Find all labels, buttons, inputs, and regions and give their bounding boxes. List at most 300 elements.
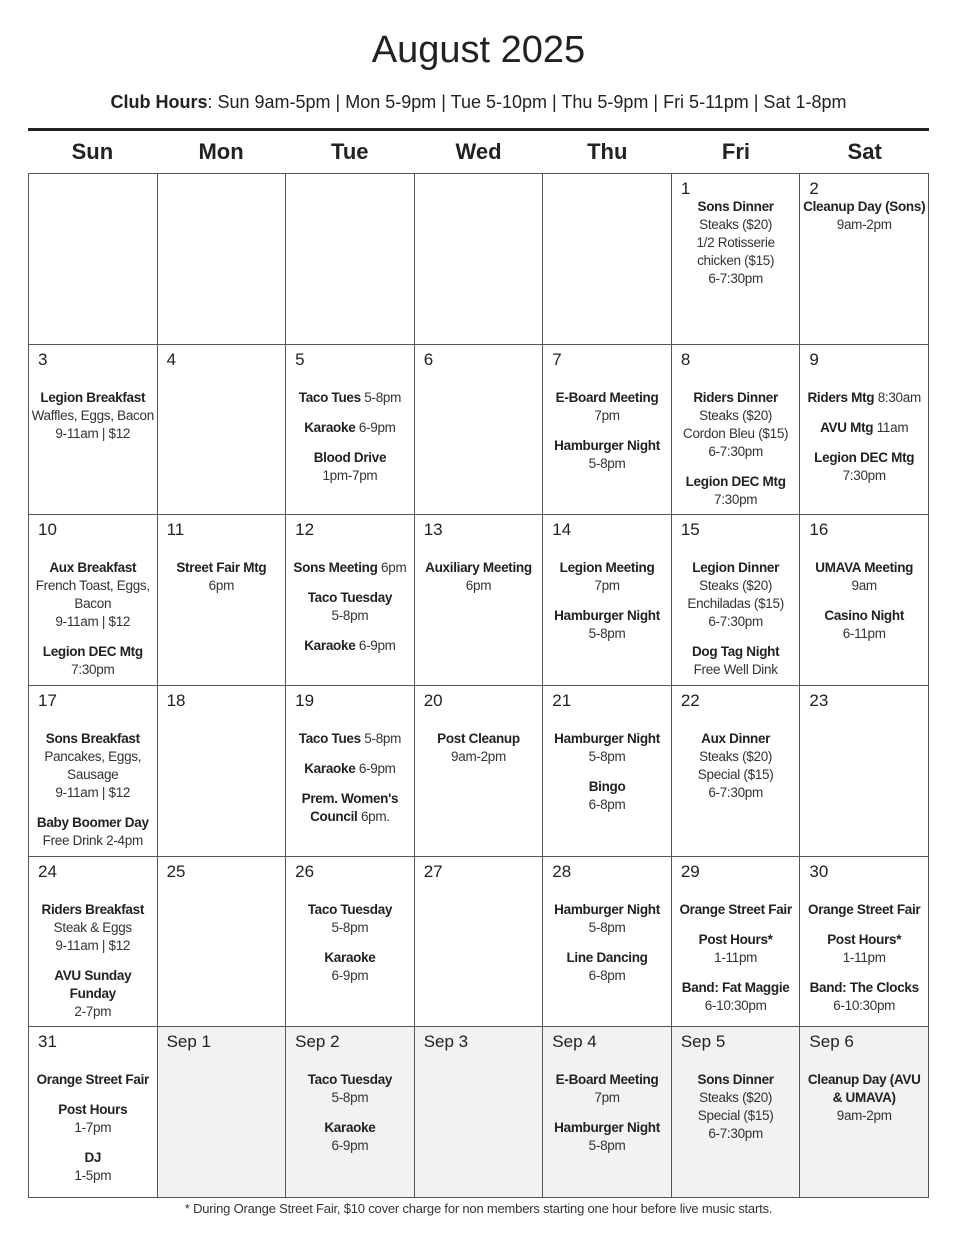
event-detail: 1-11pm — [842, 949, 886, 965]
event-title: AVU Sunday Funday — [54, 967, 132, 1001]
event — [674, 901, 798, 919]
event-detail: 5-8pm — [331, 1090, 369, 1106]
event-heading — [545, 1119, 669, 1137]
day-cell — [800, 515, 929, 686]
event-heading — [545, 437, 669, 455]
event-detail: 5-8pm — [588, 919, 626, 935]
event-detail: Special ($15) — [697, 1108, 774, 1124]
event-detail: 9am — [851, 578, 877, 594]
event-title: Orange Street Fair — [679, 901, 792, 917]
day-events — [545, 901, 669, 997]
day-events — [802, 389, 926, 497]
event — [31, 901, 155, 955]
event-heading — [288, 760, 412, 778]
day-number: 7 — [552, 349, 562, 369]
day-cell — [286, 1027, 415, 1198]
event — [288, 1071, 412, 1107]
event-title: Auxiliary Meeting — [425, 560, 532, 576]
event-title: Legion DEC Mtg — [42, 644, 143, 660]
event-title: Hamburger Night — [554, 731, 660, 746]
event-detail: 9-11am | $12 — [55, 425, 131, 441]
day-cell — [286, 345, 415, 516]
event-heading — [802, 198, 926, 216]
day-number: 23 — [809, 691, 829, 710]
event — [31, 559, 155, 631]
day-number: 2 — [809, 179, 819, 198]
event — [288, 419, 412, 437]
day-events — [160, 559, 284, 607]
event-title: Taco Tuesday — [307, 901, 393, 917]
event-heading — [288, 901, 412, 919]
event-detail: 6-11pm — [842, 626, 886, 642]
event-title: E-Board Meeting — [555, 389, 659, 405]
day-events — [288, 389, 412, 497]
event-detail: 9am-2pm — [836, 217, 892, 232]
day-number: 3 — [38, 349, 48, 369]
weekday-tue: Tue — [331, 139, 369, 164]
event-detail: 7pm — [594, 407, 620, 423]
event — [288, 637, 412, 655]
event-title: Post Hours* — [827, 931, 902, 947]
event — [545, 389, 669, 425]
club-hours-label: Club Hours — [110, 92, 208, 112]
day-number: 19 — [295, 691, 315, 710]
day-number: 8 — [680, 349, 691, 369]
event-heading — [31, 1101, 155, 1119]
event-heading — [674, 643, 798, 661]
day-events — [674, 198, 798, 300]
day-cell — [672, 174, 801, 345]
event-heading — [802, 449, 926, 467]
weekday-sat: Sat — [847, 139, 882, 164]
event-title: Sons Meeting — [293, 560, 378, 576]
event-detail: French Toast, Eggs, Bacon — [35, 578, 150, 612]
event-heading — [31, 389, 155, 407]
day-number: 9 — [809, 349, 819, 369]
day-number: 21 — [552, 691, 572, 710]
event-title: Karaoke — [324, 949, 376, 965]
day-cell — [286, 857, 415, 1028]
event-title: AVU Mtg — [820, 419, 874, 435]
event-title: Legion DEC Mtg — [814, 449, 915, 465]
event-heading — [288, 637, 412, 655]
event-title: Legion DEC Mtg — [685, 473, 786, 489]
event-title: Riders Mtg — [807, 389, 875, 405]
event-time: 6-9pm — [358, 761, 396, 776]
event-title: Karaoke — [304, 761, 356, 776]
event-detail: Free Drink 2-4pm — [42, 833, 143, 848]
day-number: 25 — [166, 861, 186, 881]
day-events — [802, 901, 926, 1027]
event-heading — [288, 389, 412, 407]
event-title: DJ — [84, 1150, 102, 1166]
event — [674, 979, 798, 1015]
event-title: Band: The Clocks — [809, 979, 919, 995]
day-number: 29 — [680, 861, 700, 881]
event-detail: Steaks ($20) — [699, 1090, 773, 1106]
event — [288, 901, 412, 937]
day-events — [545, 559, 669, 655]
day-events — [545, 389, 669, 485]
event-heading — [31, 901, 155, 919]
event-detail: Waffles, Eggs, Bacon — [31, 407, 154, 423]
event-detail: 6pm — [208, 578, 235, 594]
day-number: Sep 6 — [809, 1032, 854, 1052]
event-time: 6-9pm — [358, 638, 396, 654]
event-detail: 5-8pm — [588, 1138, 626, 1154]
event — [545, 730, 669, 766]
event-title: Taco Tuesday — [307, 1072, 393, 1088]
event-time: 6-9pm — [358, 419, 396, 435]
event-title: Sons Breakfast — [45, 731, 140, 746]
event-title: Orange Street Fair — [36, 1072, 149, 1088]
event-heading — [674, 931, 798, 949]
day-cell — [543, 515, 672, 686]
day-cell — [543, 1027, 672, 1198]
weekday-wed: Wed — [455, 139, 502, 164]
event — [674, 730, 798, 802]
day-number: 22 — [680, 691, 700, 710]
event-detail: 5-8pm — [588, 626, 626, 642]
event-detail: 9-11am | $12 — [55, 937, 131, 953]
event-heading — [802, 389, 926, 407]
event-detail: 9-11am | $12 — [55, 614, 131, 630]
day-cell — [415, 1027, 544, 1198]
day-number: 13 — [423, 520, 443, 540]
event — [802, 559, 926, 595]
day-cell — [672, 686, 801, 857]
day-number: 16 — [809, 520, 829, 540]
event-time: 11am — [876, 419, 909, 435]
event-detail: 5-8pm — [588, 749, 626, 764]
event-detail: 1-7pm — [74, 1120, 112, 1136]
day-number: 11 — [166, 520, 185, 540]
day-events — [417, 730, 541, 778]
day-events — [545, 1071, 669, 1167]
day-number: Sep 1 — [166, 1032, 211, 1052]
event-heading — [31, 730, 155, 748]
event-detail: 6-8pm — [588, 797, 626, 812]
event — [288, 1119, 412, 1155]
day-cell — [800, 857, 929, 1028]
event-detail: 6-7:30pm — [708, 271, 763, 286]
day-number: 4 — [166, 349, 177, 369]
event — [417, 730, 541, 766]
event-detail: 1-5pm — [74, 1168, 112, 1184]
weekday-header — [28, 136, 929, 170]
day-events — [31, 1071, 155, 1197]
day-number: Sep 4 — [552, 1032, 597, 1052]
day-number: Sep 2 — [295, 1032, 340, 1052]
event — [674, 643, 798, 679]
event-title: Baby Boomer Day — [36, 815, 149, 830]
day-events — [802, 1071, 926, 1137]
event-detail: 7pm — [594, 1090, 620, 1106]
day-cell — [158, 515, 287, 686]
event-title: Karaoke — [304, 419, 356, 435]
header-rule — [28, 128, 929, 131]
event-title: Taco Tues — [298, 731, 361, 746]
event — [674, 473, 798, 509]
event — [545, 949, 669, 985]
event-title: Post Hours* — [698, 931, 773, 947]
event-heading — [802, 931, 926, 949]
day-number: 17 — [38, 691, 57, 710]
day-cell — [415, 345, 544, 516]
day-cell — [415, 857, 544, 1028]
event — [31, 643, 155, 679]
day-number: 28 — [552, 861, 572, 881]
day-events — [674, 559, 798, 686]
event-detail: 9am-2pm — [451, 749, 506, 764]
day-cell — [158, 345, 287, 516]
event — [31, 967, 155, 1021]
day-cell — [672, 1027, 801, 1198]
event-title: Legion Breakfast — [40, 389, 146, 405]
event-detail: 6-9pm — [331, 967, 369, 983]
event-title: Post Hours — [58, 1102, 128, 1118]
event — [802, 419, 926, 437]
event-title: Bingo — [588, 779, 626, 794]
event-title: Sons Dinner — [697, 1072, 774, 1088]
event-heading — [674, 979, 798, 997]
event-title: Prem. Women's Council — [301, 791, 399, 824]
day-cell — [672, 857, 801, 1028]
day-cell — [29, 857, 158, 1028]
event-heading — [802, 607, 926, 625]
day-number: 1 — [680, 179, 691, 198]
event-title: Hamburger Night — [554, 437, 660, 453]
day-cell — [158, 174, 287, 345]
event — [31, 730, 155, 802]
day-cell — [800, 1027, 929, 1198]
day-number: 18 — [166, 691, 186, 710]
day-cell — [543, 345, 672, 516]
day-number: 10 — [38, 520, 57, 540]
day-events — [674, 1071, 798, 1155]
day-cell — [29, 174, 158, 345]
event — [802, 449, 926, 485]
event-heading — [545, 389, 669, 407]
day-events — [674, 901, 798, 1027]
day-number: Sep 5 — [680, 1032, 726, 1052]
event — [31, 1071, 155, 1089]
event-heading — [674, 198, 798, 216]
event-title: Casino Night — [824, 608, 905, 624]
event-heading — [545, 607, 669, 625]
event-title: Blood Drive — [313, 449, 387, 465]
event-detail: Pancakes, Eggs, Sausage — [44, 749, 142, 782]
event — [674, 198, 798, 288]
event-title: Karaoke — [324, 1120, 376, 1136]
event-heading — [674, 1071, 798, 1089]
event — [674, 1071, 798, 1143]
event-time: 5-8pm — [364, 389, 402, 405]
day-cell — [158, 686, 287, 857]
day-events — [31, 389, 155, 455]
event — [545, 1071, 669, 1107]
event — [545, 901, 669, 937]
day-cell — [29, 1027, 158, 1198]
day-cell — [29, 515, 158, 686]
event-title: Hamburger Night — [554, 608, 660, 624]
event-detail: 6-10:30pm — [833, 997, 896, 1013]
event — [545, 1119, 669, 1155]
event — [31, 1101, 155, 1137]
day-events — [802, 198, 926, 246]
event-heading — [545, 730, 669, 748]
event-heading — [545, 949, 669, 967]
event — [802, 198, 926, 234]
event — [417, 559, 541, 595]
event-heading — [545, 559, 669, 577]
day-cell — [286, 515, 415, 686]
day-number: 26 — [295, 861, 315, 881]
event — [31, 1149, 155, 1185]
day-number: 31 — [38, 1032, 57, 1052]
event-title: Aux Breakfast — [49, 560, 137, 576]
event-title: Taco Tues — [298, 389, 361, 405]
day-cell — [415, 515, 544, 686]
event-detail: 6-9pm — [331, 1138, 369, 1154]
event-detail: 7:30pm — [71, 662, 115, 678]
event-title: Sons Dinner — [697, 199, 774, 214]
day-events — [417, 559, 541, 607]
event-title: Aux Dinner — [701, 731, 771, 746]
event-detail: 1-11pm — [714, 949, 758, 965]
day-number: 30 — [809, 861, 829, 881]
event-heading — [802, 559, 926, 577]
event-title: Riders Breakfast — [41, 901, 145, 917]
event — [545, 559, 669, 595]
day-number: 24 — [38, 861, 57, 881]
event — [674, 931, 798, 967]
event-heading — [288, 589, 412, 607]
weekday-fri: Fri — [721, 139, 751, 164]
event-time: 6pm — [381, 560, 407, 576]
day-number: 27 — [423, 861, 443, 881]
event-title: Legion Dinner — [692, 560, 780, 576]
event-detail: 6-8pm — [588, 967, 626, 983]
event — [288, 449, 412, 485]
event-title: Hamburger Night — [554, 1120, 660, 1136]
day-events — [674, 730, 798, 814]
event-detail: 6-7:30pm — [708, 1126, 763, 1142]
event-heading — [288, 790, 412, 826]
event-heading — [31, 1149, 155, 1167]
event-detail: 7pm — [594, 578, 620, 594]
day-events — [288, 1071, 412, 1167]
day-cell — [158, 1027, 287, 1198]
event-heading — [31, 814, 155, 832]
event-time: 5-8pm — [364, 731, 402, 746]
weekday-sun: Sun — [71, 139, 114, 164]
day-number: 12 — [295, 520, 315, 540]
event-detail: 7:30pm — [714, 491, 758, 507]
event-heading — [674, 389, 798, 407]
event-detail: 2-7pm — [74, 1003, 112, 1019]
weekday-thu: Thu — [587, 139, 628, 164]
event-detail: 6-10:30pm — [704, 997, 767, 1013]
event-detail: 5-8pm — [331, 919, 369, 935]
club-hours-text: : Sun 9am-5pm | Mon 5-9pm | Tue 5-10pm | Thu 5-9pm | Fri 5-11pm | Sat 1-8pm — [207, 92, 847, 112]
event-heading — [674, 730, 798, 748]
event-detail: Steaks ($20) — [699, 407, 773, 423]
day-cell — [286, 686, 415, 857]
day-cell — [543, 686, 672, 857]
event-title: Riders Dinner — [693, 389, 778, 405]
event-detail: 9am-2pm — [836, 1108, 892, 1124]
event — [802, 607, 926, 643]
event-title: Post Cleanup — [437, 731, 520, 746]
day-cell — [672, 515, 801, 686]
day-number: 5 — [295, 349, 305, 369]
event-heading — [545, 1071, 669, 1089]
footnote: * During Orange Street Fair, $10 cover charge for non members starting one hour before live music starts. — [184, 1201, 773, 1216]
event-heading — [288, 1119, 412, 1137]
event — [288, 949, 412, 985]
day-number: 14 — [552, 520, 572, 540]
event-heading — [674, 901, 798, 919]
event-title: UMAVA Meeting — [815, 560, 914, 576]
day-events — [31, 901, 155, 1028]
day-events — [288, 559, 412, 667]
event — [160, 559, 284, 595]
event-heading — [160, 559, 284, 577]
day-cell — [29, 686, 158, 857]
event — [288, 389, 412, 407]
event-heading — [31, 967, 155, 1003]
event-detail: 7:30pm — [842, 467, 886, 483]
day-number: 6 — [423, 349, 434, 369]
event-title: Cleanup Day (Sons) — [803, 199, 926, 214]
event-heading — [802, 419, 926, 437]
event-detail: 6-7:30pm — [708, 614, 763, 630]
day-events — [288, 901, 412, 997]
event — [802, 931, 926, 967]
day-events — [545, 730, 669, 826]
event-title: Street Fair Mtg — [176, 560, 267, 576]
day-number: Sep 3 — [423, 1032, 469, 1052]
day-cell — [415, 174, 544, 345]
day-events — [31, 730, 155, 857]
event-detail: Free Well Dink — [693, 662, 778, 678]
event — [288, 790, 412, 826]
day-cell — [672, 345, 801, 516]
day-events — [288, 730, 412, 838]
event — [288, 730, 412, 748]
event-title: E-Board Meeting — [555, 1072, 659, 1088]
event — [31, 814, 155, 850]
event-detail: Cordon Bleu ($15) — [683, 425, 789, 441]
day-events — [31, 559, 155, 686]
event-title: Line Dancing — [566, 949, 648, 965]
event-heading — [31, 1071, 155, 1089]
event-heading — [288, 419, 412, 437]
event-title: Orange Street Fair — [808, 901, 921, 917]
event-heading — [674, 473, 798, 491]
event-detail: 6-7:30pm — [708, 785, 763, 800]
event-title: Taco Tuesday — [307, 590, 393, 606]
event-detail: 1/2 Rotisserie chicken ($15) — [696, 235, 775, 268]
calendar-title: August 2025 — [371, 29, 586, 71]
event-detail: 1pm-7pm — [322, 467, 378, 483]
event-detail: 5-8pm — [588, 455, 626, 471]
day-cell — [800, 174, 929, 345]
calendar-grid — [28, 173, 929, 1198]
event-detail: Special ($15) — [697, 767, 774, 782]
day-cell — [158, 857, 287, 1028]
